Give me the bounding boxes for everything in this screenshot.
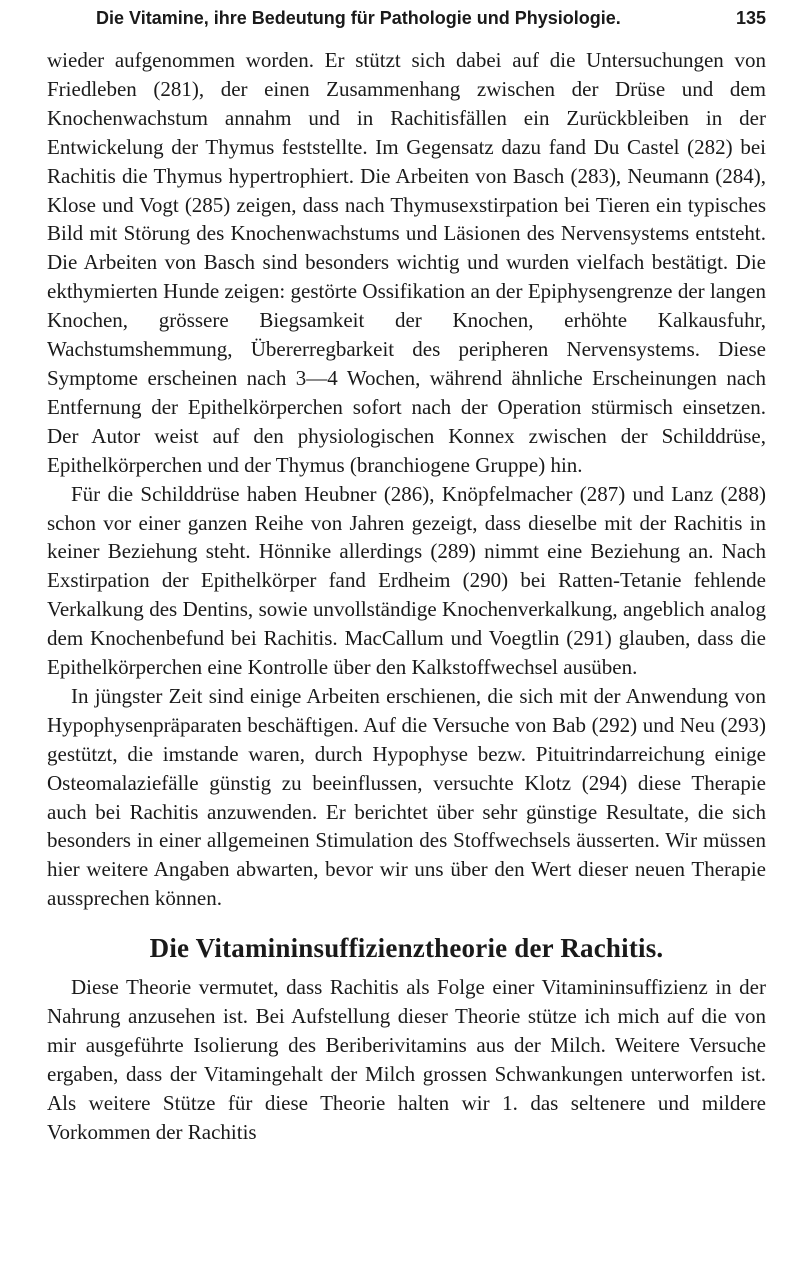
page-number: 135 [735,8,766,28]
paragraph-hypophyse: In jüngster Zeit sind einige Arbeiten erschienen, die sich mit der Anwendung von Hypophysenpräparaten beschäftigen. Auf die Versuche von Bab (292) und Neu (293) gestützt, die imstande waren, durch Hypophyse bezw. Pituitrindarreichung einige Osteomalaziefälle günstig zu beeinflussen, versuchte Klotz (294) diese Therapie auch bei Rachitis anzuwenden. Er berichtet über sehr günstige Resultate, die sich besonders in einer allgemeinen Stimulation des Stoffwechsels äusserten. Wir müssen hier weitere Angaben abwarten, bevor wir uns über den Wert dieser neuen Therapie aussprechen können. [47,683,766,911]
paragraph-vitamininsuffizienz: Diese Theorie vermutet, dass Rachitis als Folge einer Vitamininsuffizienz in der Nahrung anzusehen ist. Bei Aufstellung dieser Theorie stütze ich mich auf die von mir ausgeführte Isolierung des Beriberivitamins aus der Milch. Weitere Versuche ergaben, dass der Vitamingehalt der Milch grossen Schwankungen unterworfen ist. Als weitere Stütze für diese Theorie halten wir 1. das seltenere und mildere Vorkommen der Rachitis [47,975,766,1144]
running-head [96,8,766,34]
running-head-title: Die Vitamine, ihre Bedeutung für Pathologie und Physiologie. [96,8,621,28]
body-text [47,46,766,1147]
section-heading: Die Vitamininsuffizienztheorie der Rachitis. [149,933,664,964]
paragraph-schilddruese: Für die Schilddrüse haben Heubner (286), Knöpfelmacher (287) und Lanz (288) schon vor einer ganzen Reihe von Jahren gezeigt, dass dieselbe mit der Rachitis in keiner Beziehung steht. Hönnike allerdings (289) nimmt eine Beziehung an. Nach Exstirpation der Epithelkörper fand Erdheim (290) bei Ratten-Tetanie fehlende Verkalkung des Dentins, sowie unvollständige Knochenverkalkung, angeblich analog dem Knochenbefund bei Rachitis. MacCallum und Voegtlin (291) glauben, dass die Epithelkörperchen eine Kontrolle über den Kalkstoffwechsel ausüben. [47,481,766,680]
paragraph-thymus: wieder aufgenommen worden. Er stützt sich dabei auf die Untersuchungen von Friedleben (281), der einen Zusammenhang zwischen der Drüse und dem Knochenwachstum annahm und in Rachitisfällen ein Zurückbleiben in der Entwickelung der Thymus feststellte. Im Gegensatz dazu fand Du Castel (282) bei Rachitis die Thymus hypertrophiert. Die Arbeiten von Basch (283), Neumann (284), Klose und Vogt (285) zeigen, dass nach Thymusexstirpation bei Tieren ein typisches Bild mit Störung des Knochenwachstums und Läsionen des Nervensystems entsteht. Die Arbeiten von Basch sind besonders wichtig und wurden vielfach bestätigt. Die ekthymierten Hunde zeigen: gestörte Ossifikation an der Epiphysengrenze der langen Knochen, grössere Biegsamkeit der Knochen, erhöhte Kalkausfuhr, Wachstumshemmung, Übererregbarkeit des peripheren Nervensystems. Diese Symptome erscheinen nach 3—4 Wochen, während ähnliche Erscheinungen nach Entfernung der Epithelkörperchen sofort nach der Operation stürmisch einsetzen. Der Autor weist auf den physiologischen Konnex zwischen der Schilddrüse, Epithelkörperchen und der Thymus (branchiogene Gruppe) hin. [47,48,766,477]
